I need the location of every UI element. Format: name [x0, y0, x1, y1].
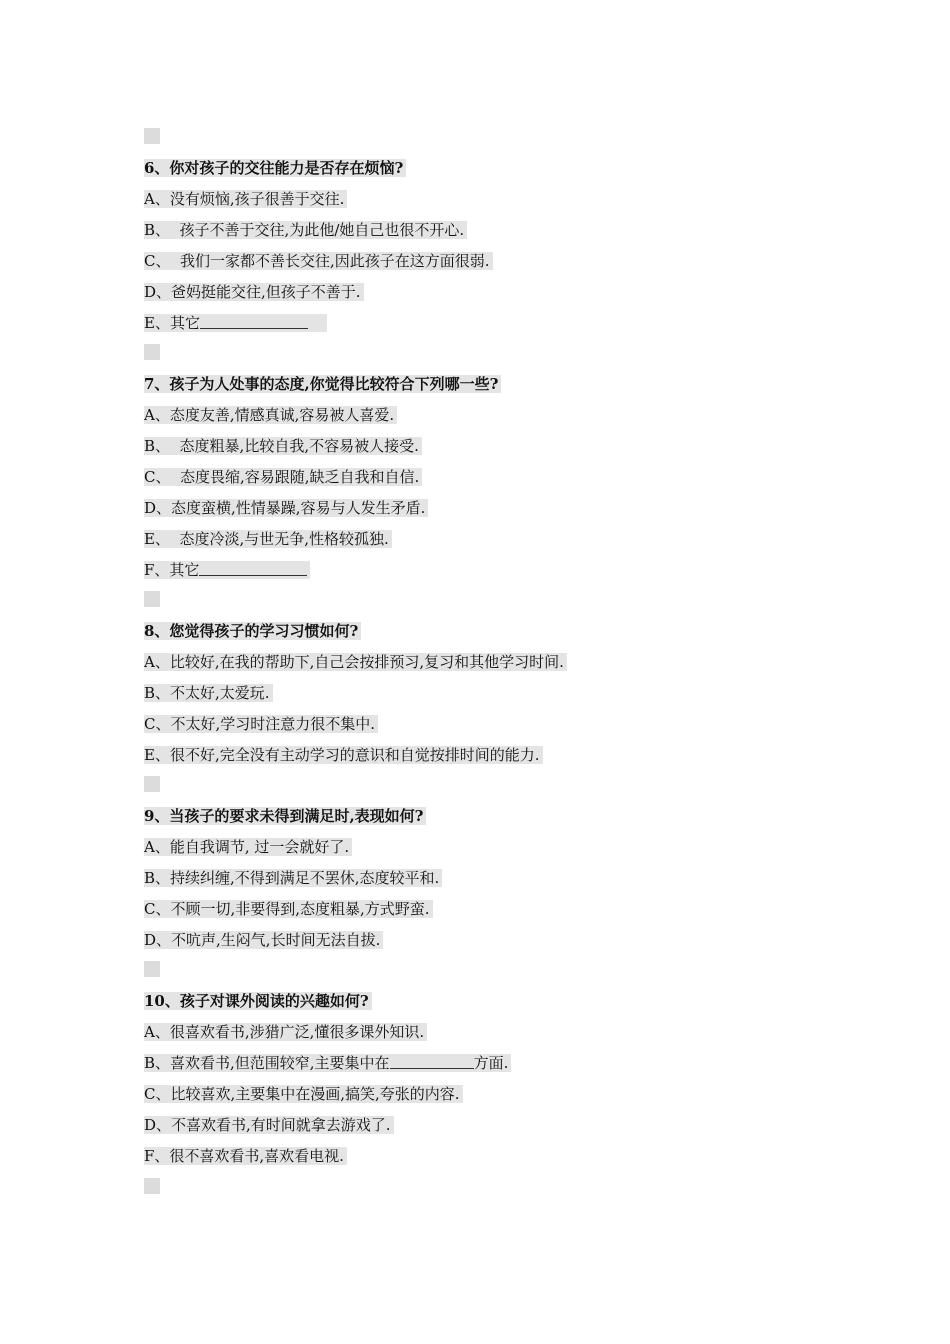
question-7-option-c: C、 态度畏缩,容易跟随,缺乏自我和自信. — [144, 466, 422, 488]
question-7-option-b: B、 态度粗暴,比较自我,不容易被人接受. — [144, 435, 422, 457]
question-10-option-f: F、很不喜欢看书,喜欢看电视. — [144, 1145, 347, 1167]
question-7-option-f: F、其它 — [144, 559, 310, 581]
placeholder-box — [144, 591, 160, 607]
question-7-title: 7、孩子为人处事的态度,你觉得比较符合下列哪一些? — [144, 373, 501, 395]
question-9-title: 9、当孩子的要求未得到满足时,表现如何? — [144, 805, 426, 827]
question-6-option-d: D、爸妈挺能交往,但孩子不善于. — [144, 281, 364, 303]
placeholder-box — [144, 128, 160, 144]
question-8-option-e: E、很不好,完全没有主动学习的意识和自觉按排时间的能力. — [144, 744, 543, 766]
question-10-title: 10、孩子对课外阅读的兴趣如何? — [144, 990, 372, 1012]
fill-in-blank — [199, 560, 307, 576]
question-7-option-d: D、态度蛮横,性情暴躁,容易与人发生矛盾. — [144, 497, 428, 519]
question-9-option-c: C、不顾一切,非要得到,态度粗暴,方式野蛮. — [144, 898, 433, 920]
question-8-title: 8、您觉得孩子的学习习惯如何? — [144, 620, 361, 642]
question-10-option-d: D、不喜欢看书,有时间就拿去游戏了. — [144, 1114, 394, 1136]
question-6-option-e: E、其它 — [144, 312, 327, 334]
question-8-option-c: C、不太好,学习时注意力很不集中. — [144, 713, 378, 735]
fill-in-blank — [200, 313, 308, 329]
question-8-option-b: B、不太好,太爱玩. — [144, 682, 273, 704]
question-7-option-e: E、 态度冷淡,与世无争,性格较孤独. — [144, 528, 392, 550]
question-6-title: 6、你对孩子的交往能力是否存在烦恼? — [144, 157, 406, 179]
placeholder-box — [144, 776, 160, 792]
question-10-option-c: C、比较喜欢,主要集中在漫画,搞笑,夸张的内容. — [144, 1083, 463, 1105]
question-6-option-a: A、没有烦恼,孩子很善于交往. — [144, 188, 347, 210]
question-8-option-a: A、比较好,在我的帮助下,自己会按排预习,复习和其他学习时间. — [144, 651, 567, 673]
question-10-option-a: A、很喜欢看书,涉猎广泛,懂很多课外知识. — [144, 1021, 427, 1043]
placeholder-box — [144, 1178, 160, 1194]
question-9-option-d: D、不吭声,生闷气,长时间无法自拔. — [144, 929, 383, 951]
question-9-option-a: A、能自我调节, 过一会就好了. — [144, 836, 352, 858]
question-10-option-b: B、喜欢看书,但范围较窄,主要集中在 方面. — [144, 1052, 511, 1074]
question-9-option-b: B、持续纠缠,不得到满足不罢休,态度较平和. — [144, 867, 442, 889]
question-6-option-b: B、 孩子不善于交往,为此他/她自己也很不开心. — [144, 219, 467, 241]
question-7-option-a: A、态度友善,情感真诚,容易被人喜爱. — [144, 404, 397, 426]
placeholder-box — [144, 344, 160, 360]
fill-in-blank — [390, 1053, 474, 1069]
placeholder-box — [144, 961, 160, 977]
question-6-option-c: C、 我们一家都不善长交往,因此孩子在这方面很弱. — [144, 250, 493, 272]
